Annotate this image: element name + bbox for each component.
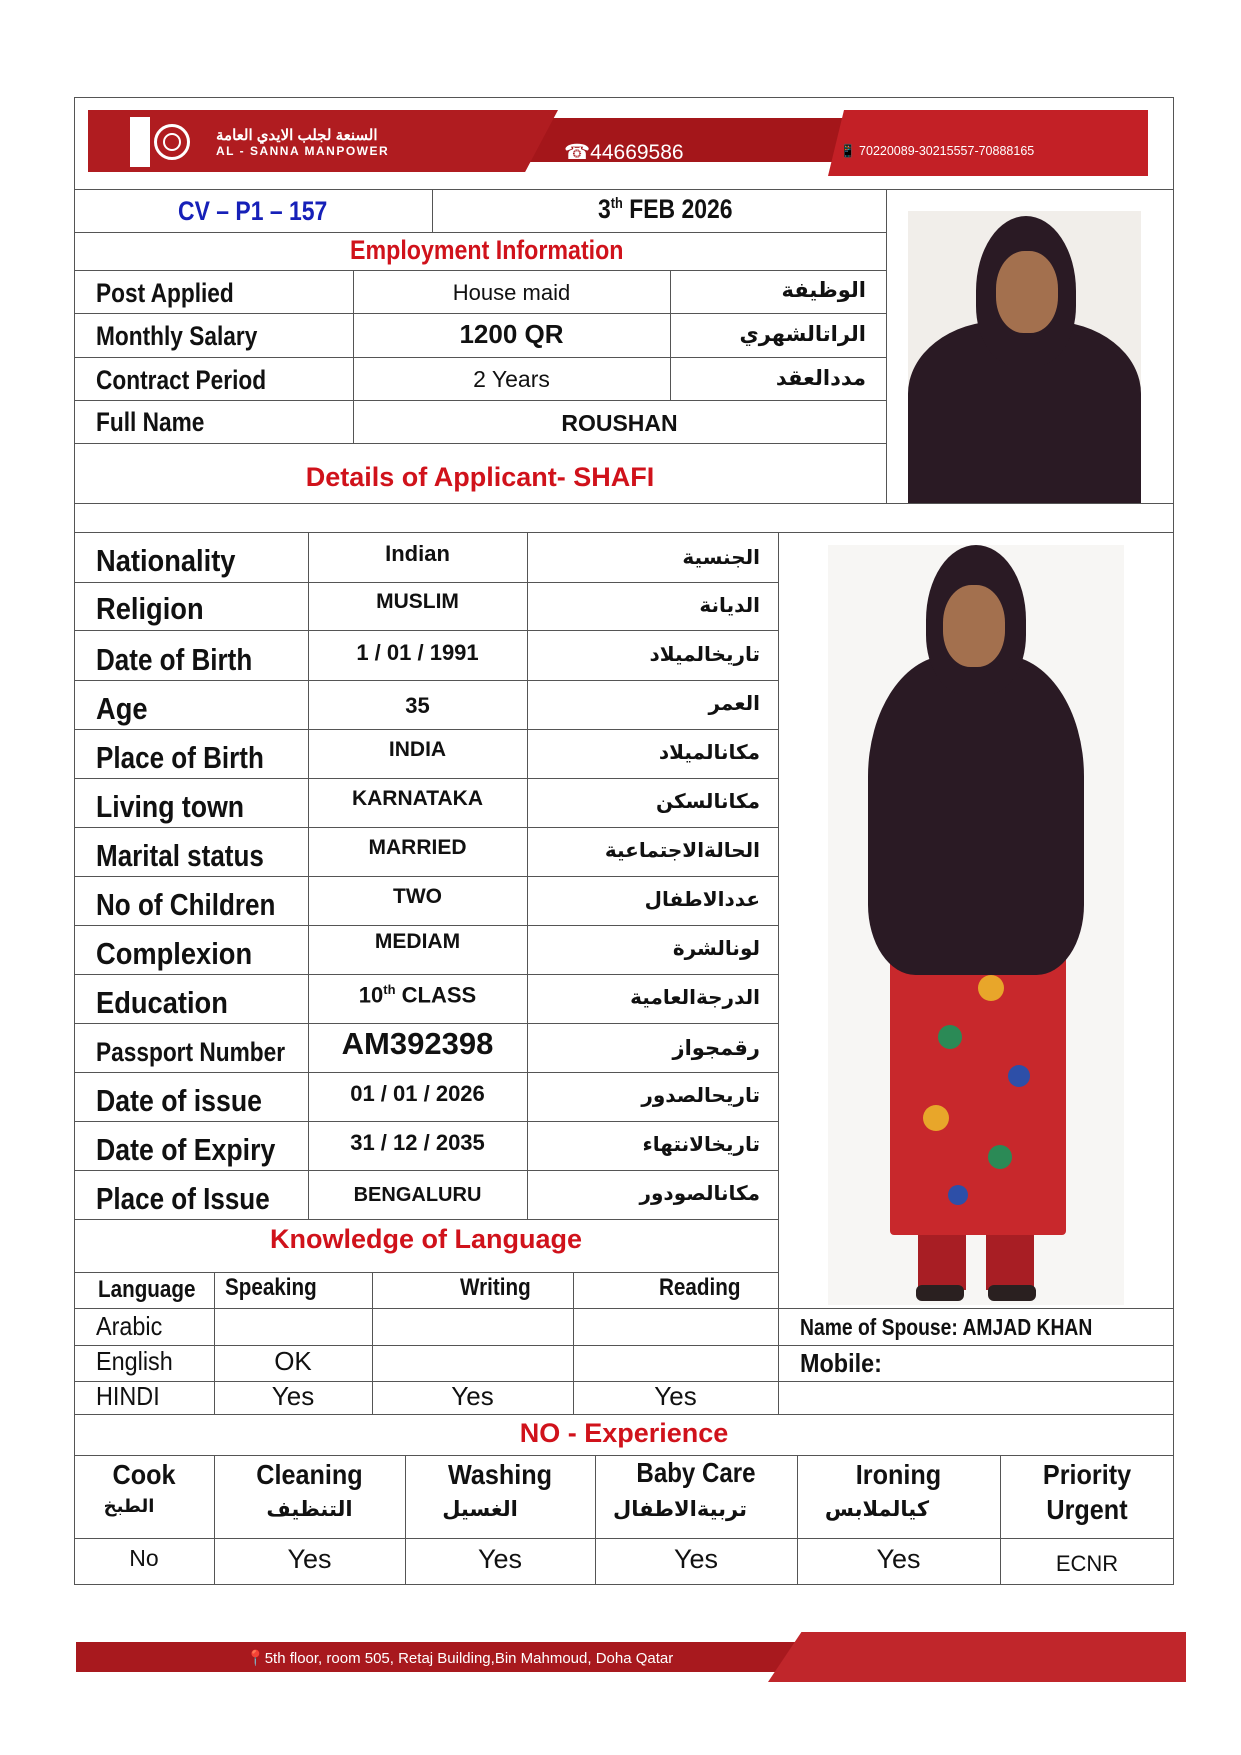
place-of-birth-label: Place of Birth [96, 740, 264, 775]
nationality-label: Nationality [96, 543, 236, 578]
full-body-photo [828, 545, 1124, 1305]
employment-info-title: Employment Information [350, 235, 624, 265]
language-header-reading: Reading [659, 1274, 741, 1301]
religion-value: MUSLIM [376, 590, 459, 613]
religion-label: Religion [96, 591, 204, 626]
mobile-label: Mobile: [800, 1348, 882, 1378]
date-of-birth-arabic: تاريخالميلاد [649, 642, 760, 666]
location-pin-icon: 📍 [246, 1650, 265, 1667]
post-applied-label: Post Applied [96, 278, 234, 308]
date-rest: FEB 2026 [622, 194, 733, 224]
language-title: Knowledge of Language [269, 1224, 582, 1254]
contract-period-arabic: مددالعقد [775, 366, 866, 390]
age-value: 35 [405, 693, 430, 718]
living-town-value: KARNATAKA [351, 787, 484, 810]
exp-arabic-baby-care: تربيةالاطفال [613, 1497, 747, 1521]
complexion-label: Complexion [96, 936, 253, 971]
living-town-arabic: مكانالسكن [655, 789, 760, 813]
full-name-value: ROUSHAN [561, 410, 678, 436]
date-of-issue-label: Date of issue [96, 1083, 262, 1118]
exp-arabic-washing: الغسيل [442, 1497, 518, 1521]
living-town-label: Living town [96, 789, 245, 824]
education-value-rest: CLASS [395, 982, 477, 1008]
language-hindi: HINDI [96, 1381, 160, 1411]
education-value-number: 10 [358, 982, 384, 1008]
place-of-birth-arabic: مكانالميلاد [658, 740, 760, 764]
footer-right-panel [768, 1632, 1186, 1682]
complexion-arabic: لونالشرة [672, 936, 760, 960]
footer-address [246, 1649, 673, 1667]
date-day: 3 [598, 194, 611, 224]
portrait-photo [908, 211, 1141, 503]
education-arabic: الدرجةالعامية [630, 985, 760, 1009]
hindi-writing: Yes [451, 1381, 494, 1411]
spouse-value: AMJAD KHAN [957, 1314, 1093, 1340]
date-of-expiry-value: 31 / 12 / 2035 [350, 1130, 485, 1155]
language-header-writing: Writing [460, 1274, 531, 1301]
monthly-salary-label: Monthly Salary [96, 321, 258, 351]
experience-title: NO - Experience [519, 1418, 729, 1448]
exp-arabic-ironing: كيالملابس [824, 1497, 930, 1521]
exp-header-baby-care: Baby Care [636, 1457, 756, 1488]
language-arabic: Arabic [96, 1311, 163, 1341]
exp-arabic-cook: الطبخ [103, 1496, 155, 1517]
exp-value-cleaning: Yes [287, 1544, 332, 1574]
passport-number-value: AM392398 [341, 1026, 494, 1061]
spouse-name [800, 1314, 1092, 1341]
exp-value-washing: Yes [477, 1544, 523, 1574]
marital-status-arabic: الحالةالاجتماعية [604, 838, 760, 862]
place-of-issue-arabic: مكانالصودور [639, 1181, 760, 1205]
full-name-label: Full Name [96, 407, 205, 437]
contract-period-value: 2 Years [473, 366, 550, 392]
exp-header-ironing: Ironing [855, 1459, 942, 1490]
priority-value: Urgent [1046, 1494, 1128, 1525]
applicant-title: Details of Applicant- SHAFI [305, 462, 655, 492]
contract-period-label: Contract Period [96, 365, 267, 395]
date-of-issue-arabic: تاريحالصدور [641, 1083, 760, 1107]
passport-number-label: Passport Number [96, 1037, 286, 1067]
place-of-issue-value: BENGALURU [353, 1184, 482, 1206]
education-value-suffix: th [383, 982, 396, 997]
language-english: English [96, 1346, 173, 1376]
monthly-salary-value: 1200 QR [459, 319, 564, 349]
no-of-children-label: No of Children [96, 887, 276, 922]
phone-number: ☎44669586 [564, 141, 684, 164]
date-of-expiry-label: Date of Expiry [96, 1132, 276, 1167]
passport-number-arabic: رقمجواز [672, 1036, 760, 1060]
mobile-numbers-text: 70220089-30215557-70888165 [859, 144, 1035, 158]
education-value [308, 982, 527, 1008]
date-of-expiry-arabic: تاريخالانتهاء [642, 1132, 760, 1156]
religion-arabic: الديانة [699, 593, 760, 617]
date-of-birth-label: Date of Birth [96, 642, 253, 677]
spouse-label: Name of Spouse: [800, 1314, 958, 1340]
date-suffix: th [610, 195, 623, 212]
exp-value-ironing: Yes [876, 1544, 921, 1574]
marital-status-label: Marital status [96, 838, 264, 873]
footer-banner [76, 1632, 1186, 1682]
no-of-children-arabic: عددالاطفال [644, 887, 760, 911]
mobile-icon: 📱 [840, 144, 860, 158]
age-arabic: العمر [708, 691, 760, 715]
hindi-reading: Yes [654, 1381, 697, 1411]
date-of-issue-value: 01 / 01 / 2026 [350, 1081, 485, 1106]
nationality-value: Indian [385, 541, 450, 566]
language-header-speaking: Speaking [225, 1274, 317, 1301]
exp-arabic-cleaning: التنظيف [266, 1497, 353, 1521]
age-label: Age [96, 691, 148, 726]
monthly-salary-arabic: الراتالشهري [739, 322, 866, 346]
exp-value-cook: No [129, 1545, 159, 1571]
nationality-arabic: الجنسية [682, 545, 760, 569]
place-of-birth-value: INDIA [388, 738, 447, 761]
english-speaking: OK [274, 1346, 312, 1376]
exp-header-washing: Washing [447, 1459, 553, 1490]
post-applied-value: House maid [452, 280, 571, 305]
education-label: Education [96, 985, 228, 1020]
exp-value-priority: ECNR [1055, 1551, 1119, 1576]
exp-value-baby-care: Yes [673, 1544, 719, 1574]
hindi-speaking: Yes [271, 1381, 315, 1411]
place-of-issue-label: Place of Issue [96, 1181, 270, 1216]
date-of-birth-value: 1 / 01 / 1991 [356, 640, 479, 665]
complexion-value: MEDIAM [374, 930, 461, 953]
post-applied-arabic: الوظيفة [781, 278, 866, 302]
exp-header-cleaning: Cleaning [256, 1459, 363, 1490]
cv-number: CV – P1 – 157 [178, 196, 328, 226]
no-of-children-value: TWO [393, 885, 442, 908]
language-header-language: Language [98, 1276, 196, 1303]
company-name-english: AL - SANNA MANPOWER [216, 144, 390, 158]
exp-header-priority: Priority [1042, 1459, 1132, 1490]
company-name-arabic: السنعة لجلب الايدي العامة [216, 127, 378, 144]
cv-date [598, 194, 733, 225]
marital-status-value: MARRIED [368, 836, 467, 859]
footer-address-text: 5th floor, room 505, Retaj Building,Bin Mahmoud, Doha Qatar [264, 1650, 674, 1667]
exp-header-cook: Cook [112, 1459, 176, 1490]
